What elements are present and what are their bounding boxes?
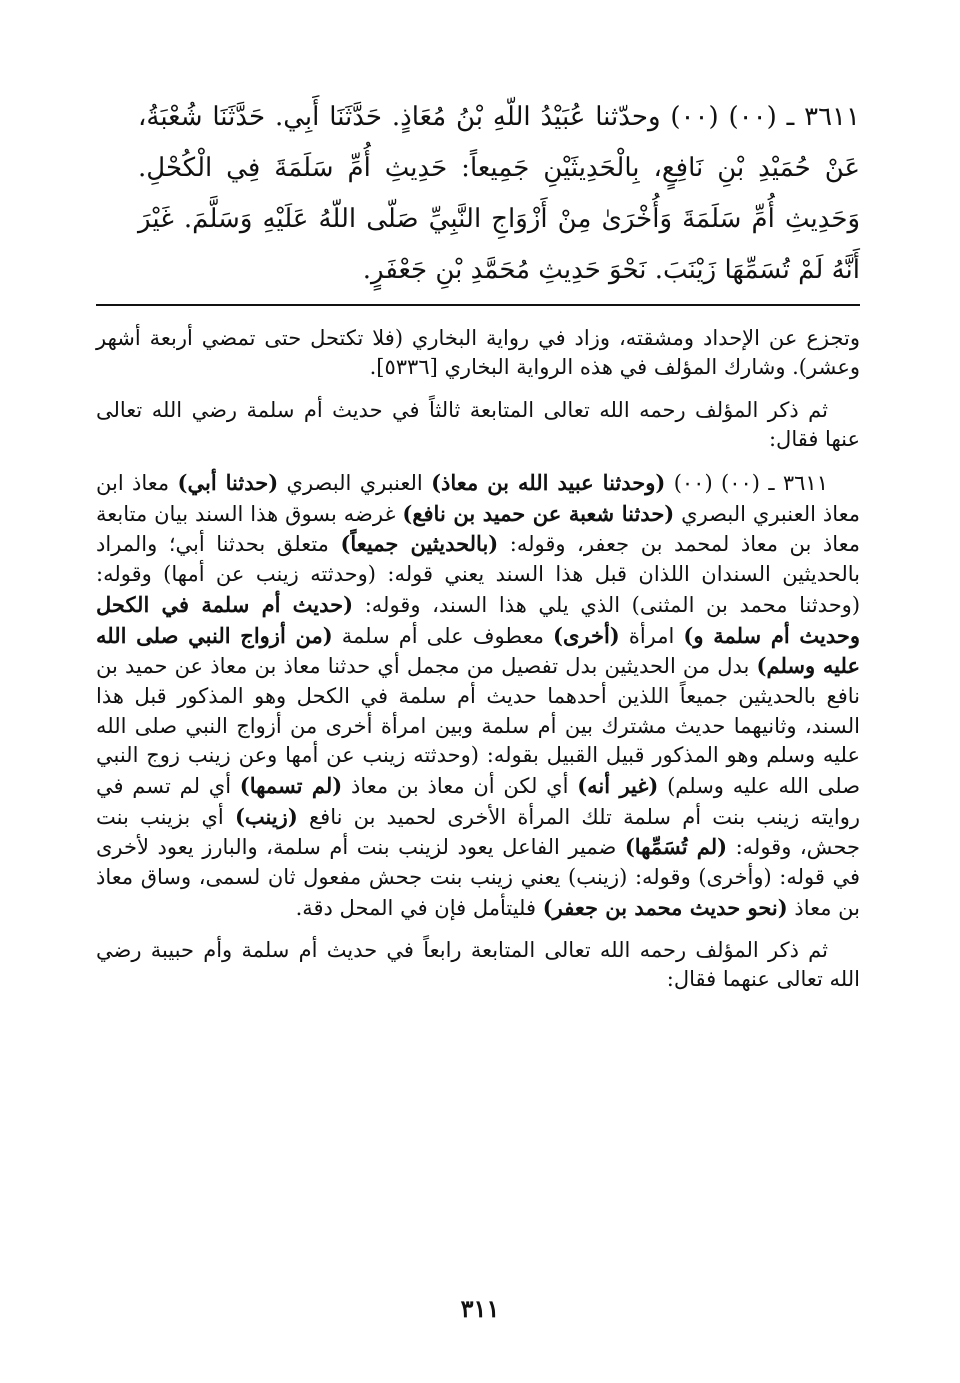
bold-quote-segment: (أخرى) — [553, 622, 620, 648]
commentary-segment: فليتأمل فإن في المحل دقة. — [295, 895, 543, 920]
bold-quote-segment: (حدثنا شعبة عن حميد بن نافع) — [402, 500, 675, 526]
commentary-segment: متعلق بحدثنا أبي؛ والمراد بالحديثين السندان اللذان قبل هذا السند يعني قوله: (وحدثته زينب عن أمها) وقوله: (وحدثنا محمد بن المثنى) الذي يلي هذا السند، وقوله: — [96, 532, 861, 617]
bold-quote-segment: (زينب) — [234, 803, 298, 829]
commentary-segment: غرضه بسوق هذا السند بيان متابعة معاذ بن معاذ لمحمد بن جعفر، وقوله: — [96, 501, 860, 557]
page-number: ٣١١ — [460, 1294, 500, 1323]
commentary-block — [96, 324, 860, 994]
bold-quote-segment: (من أزواج النبي صلى الله عليه وسلم) — [96, 622, 860, 679]
bold-quote-segment: (غير أنه) — [577, 773, 659, 799]
commentary-body — [96, 468, 860, 924]
bold-quote-segment: (لم تسمها) — [239, 773, 343, 799]
bold-quote-segment: (وحدثنا عبيد الله بن معاذ) — [431, 470, 666, 495]
bold-quote-segment: (حدثنا أبي) — [177, 470, 279, 495]
bold-quote-segment: (لم تُسَمِّها) — [624, 834, 728, 860]
commentary-segment: ضمير الفاعل يعود لزينب بنت أم سلمة، والبارز يعود لأخرى في قوله: (وأخرى) وقوله: (زينب) يعني زينب بنت جحش مفعول ثان لسمى، وساق معاذ بن معاذ — [96, 835, 860, 920]
hadith-paragraph: ٣٦١١ ـ (٠٠) (٠٠) وحدّثنا عُبَيْدُ اللّهِ بْنُ مُعَاذٍ. حَدَّثَنَا أَبِي. حَدَّثَنَا شُعْبَةُ، عَنْ حُمَيْدِ بْنِ نَافِعٍ، بِالْحَدِيثَيْنِ جَمِيعاً: حَدِيثِ أُمِّ سَلَمَةَ فِي الْكُحْلِ. وَحَدِيثِ أُمِّ سَلَمَةَ وَأُخْرَىٰ مِنْ أَزْوَاجِ النَّبِيِّ صَلّى اللّهُ عَلَيْهِ وَسَلَّمَ. غَيْرَ أَنَّهُ لَمْ تُسَمِّهَا زَيْنَبَ. نَحْوَ حَدِيثِ مُحَمَّدِ بْنِ جَعْفَرٍ. — [138, 102, 860, 285]
commentary-outro: ثم ذكر المؤلف رحمه الله تعالى المتابعة رابعاً في حديث أم سلمة وأم حبيبة رضي الله تعالى عنهما فقال: — [96, 937, 860, 991]
bold-quote-segment: (بالحديثين جميعاً) — [340, 531, 499, 557]
bold-quote-segment: (حديث أم سلمة في الكحل وحديث أم سلمة و) — [96, 591, 861, 648]
footnote-divider — [96, 304, 860, 306]
commentary-segment: امرأة — [619, 623, 684, 648]
commentary-segment: أي لم تسم في روايته زينب بنت أم سلمة تلك المرأة الأخرى لحميد بن نافع — [96, 774, 860, 829]
commentary-intro: ثم ذكر المؤلف رحمه الله تعالى المتابعة ثالثاً في حديث أم سلمة رضي الله تعالى عنها فقال: — [96, 398, 860, 451]
commentary-segment: ٣٦١١ ـ (٠٠) (٠٠) — [665, 471, 828, 495]
commentary-segment: بدل من الحديثين بدل تفصيل من مجمل أي حدثنا معاذ بن معاذ عن حميد بن نافع بالحديثين جميعاً اللذين أحدهما حديث أم سلمة في الكحل وهو المذكور قبل هذا السند، وثانيهما حديث مشترك بين أم سلمة وبين امرأة أخرى من أزواج النبي صلى الله عليه وسلم وهو المذكور قبيل القبيل بقوله: (وحدثته زينب عن أمها وعن زينب زوج النبي صلى الله عليه وسلم) — [96, 654, 861, 799]
commentary-segment: العنبري البصري — [278, 471, 432, 495]
bold-quote-segment: (نحو حديث محمد بن جعفر) — [542, 894, 788, 920]
commentary-segment: أي لكن أن معاذ بن معاذ — [342, 774, 578, 799]
commentary-continuation: وتجزع عن الإحداد ومشقته، وزاد في رواية البخاري (فلا تكتحل حتى تمضي أربعة أشهر وعشر). وشارك المؤلف في هذه الرواية البخاري [٥٣٣٦]. — [96, 326, 860, 379]
commentary-segment: معطوف على أم سلمة — [332, 623, 554, 648]
commentary-segment: معاذ ابن معاذ العنبري البصري — [96, 471, 860, 526]
commentary-segment: أي بزينب بنت جحش، وقوله: — [96, 804, 860, 860]
hadith-text-block — [138, 92, 860, 296]
